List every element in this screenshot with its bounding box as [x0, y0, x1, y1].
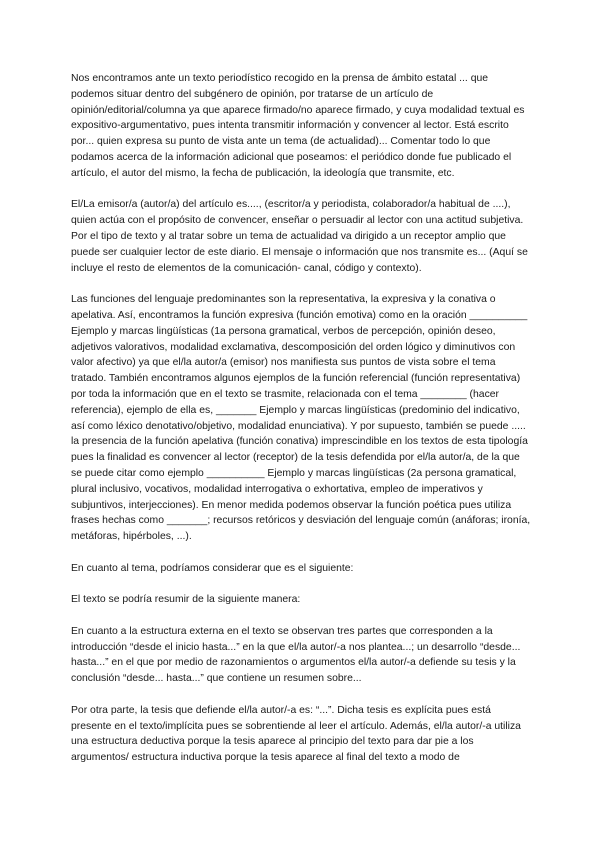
- paragraph-external-structure: En cuanto a la estructura externa en el texto se observan tres partes que corresponden a la introducción “desde el inicio hasta...” en la que el/la autor/-a nos plantea...; un desarrollo “desde... hasta...” en el que por medio de razonamientos o argumentos el/la autor/-a defiende su tesis y la conclusión “desde... hasta...” que contiene un resumen sobre...: [71, 625, 521, 685]
- paragraph-thesis: Por otra parte, la tesis que defiende el/la autor/-a es: “...”. Dicha tesis es explícita pues está presente en el texto/implícita pues se sobrentiende al leer el artículo. Además, el/la autor/-a utiliza una estructura deductiva porque la tesis aparece al principio del texto para dar pie a los argumentos/ estructura inductiva porque la tesis aparece al final del texto a modo de: [71, 704, 521, 764]
- paragraph-language-functions: Las funciones del lenguaje predominantes son la representativa, la expresiva y la conativa o apelativa. Así, encontramos la función expresiva (función emotiva) como en la oración __________ Ejemplo y marcas lingüísticas (1a persona gramatical, verbos de percepción, opinión deseo, adjetivos valorativos, modalidad exclamativa, descomposición del orden lógico y diminutivos con valor afectivo) ya que el/la autor/a (emisor) nos manifiesta sus puntos de vista sobre el tema tratado. También encontramos algunos ejemplos de la función referencial (función representativa) por toda la información que en el texto se trasmite, relacionada con el tema ________ (hacer referencia), ejemplo de ella es, _______ Ejemplo y marcas lingüísticas (predominio del indicativo, así como léxico denotativo/objetivo, modalidad enunciativa). Y por supuesto, también se puede ..... la presencia de la función apelativa (función conativa) imprescindible en los textos de esta tipología pues la finalidad es convencer al lector (receptor) de la tesis defendida por el/la autor/a, de la que se puede citar como ejemplo __________ Ejemplo y marcas lingüísticas (2a persona gramatical, plural inclusivo, vocativos, modalidad interrogativa o exhortativa, empleo de imperativos y subjuntivos, interjecciones). En menor medida podemos observar la función poética pues utiliza frases hechas como _______; recursos retóricos y desviación del lenguaje común (anáforas; ironía, metáforas, hipérboles, ...).: [71, 294, 531, 543]
- paragraph-summary: El texto se podría resumir de la siguiente manera:: [71, 594, 301, 606]
- paragraph-theme: En cuanto al tema, podríamos considerar que es el siguiente:: [71, 562, 354, 574]
- paragraph-introduction: Nos encontramos ante un texto periodístico recogido en la prensa de ámbito estatal ... que podemos situar dentro del subgénero de opinión, por tratarse de un artículo de opinión/editorial/columna ya que aparece firmado/no aparece firmado, y cuya modalidad textual es expositivo-argumentativo, pues intenta transmitir información y convencer al lector. Está escrito por... quien expresa su punto de vista ante un tema (de actualidad)... Comentar todo lo que podamos acerca de la información adicional que poseamos: el periódico donde fue publicado el artículo, el autor del mismo, la fecha de publicación, la ideología que transmite, etc.: [71, 73, 525, 179]
- paragraph-emisor: El/La emisor/a (autor/a) del artículo es...., (escritor/a y periodista, colaborador/a habitual de ....), quien actúa con el propósito de convencer, enseñar o persuadir al lector con una actitud subjetiva. Por el tipo de texto y al tratar sobre un tema de actualidad va dirigido a un receptor amplio que puede ser cualquier lector de este diario. El mensaje o información que nos transmite es... (Aquí se incluye el resto de elementos de la comunicación- canal, código y contexto).: [71, 199, 528, 274]
- document-body: [71, 71, 531, 782]
